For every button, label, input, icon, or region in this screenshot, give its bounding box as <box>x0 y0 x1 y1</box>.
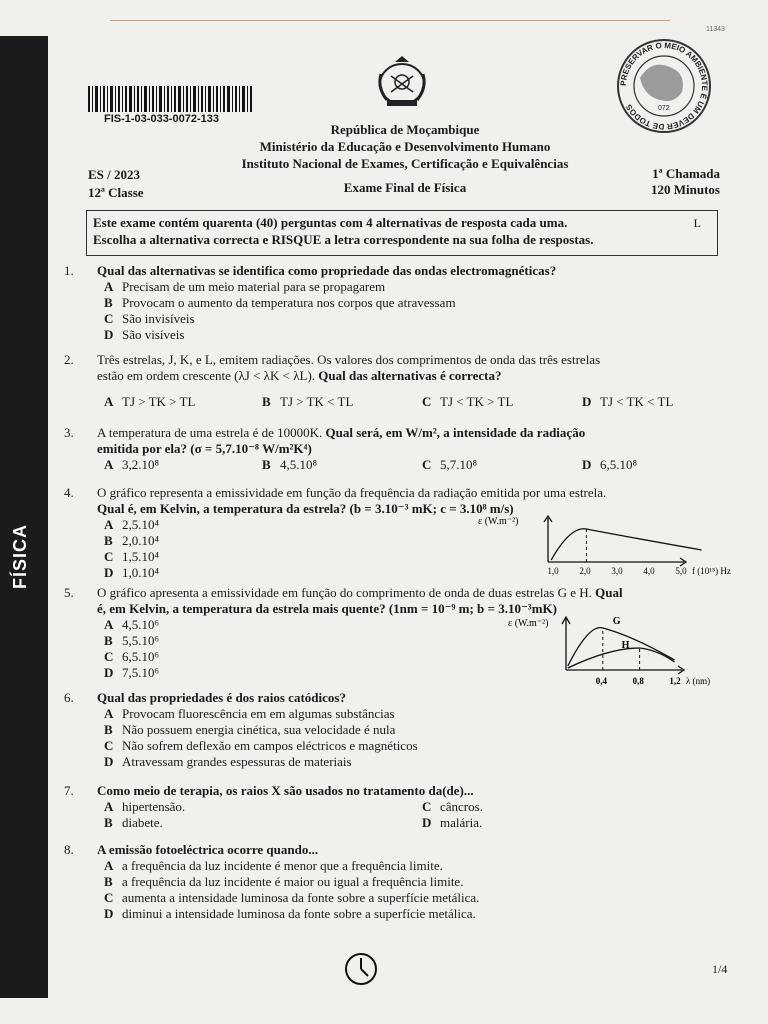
stamp-number: 072 <box>658 105 670 112</box>
chart1-tick-label: 4,0 <box>643 566 655 576</box>
question-number: 1. <box>64 263 74 278</box>
question-number: 5. <box>64 585 74 600</box>
page-number: 1/4 <box>712 962 728 976</box>
clock-icon <box>344 952 378 986</box>
question-1 <box>64 263 724 343</box>
option-b[interactable]: B 4,5.10⁸ <box>262 457 318 472</box>
option-a[interactable]: A TJ > TK > TL <box>104 394 196 409</box>
option-b[interactable]: B 5,5.10⁶ <box>104 633 160 648</box>
instructions-mark: L <box>693 216 701 230</box>
question-number: 7. <box>64 783 74 798</box>
option-d[interactable]: D 1,0.10⁴ <box>104 565 160 580</box>
option-a[interactable]: A Precisam de um meio material para se propagarem <box>104 279 386 294</box>
chart2-x-label: λ (nm) <box>686 676 711 686</box>
chart1-tick-label: 2,0 <box>579 566 591 576</box>
option-d[interactable]: D São visíveis <box>104 327 185 342</box>
question-7 <box>64 783 724 831</box>
exam-title: Exame Final de Física <box>343 180 467 195</box>
environment-stamp <box>616 38 712 134</box>
chart2-tick-label: 1,2 <box>669 676 681 686</box>
option-d[interactable]: D malária. <box>422 815 483 830</box>
option-b[interactable]: B Não possuem energia cinética, sua velocidade é nula <box>104 722 396 737</box>
header-institute: Instituto Nacional de Exames, Certificação e Equivalências <box>241 156 569 171</box>
question-6 <box>64 690 724 770</box>
option-b[interactable]: B diabete. <box>104 815 163 830</box>
instructions-line-2: Escolha a alternativa correcta e RISQUE a letra correspondente na sua folha de respostas. <box>93 232 594 247</box>
option-a[interactable]: A a frequência da luz incidente é menor que a frequência limite. <box>104 858 443 873</box>
question-text: A temperatura de uma estrela é de 10000K. Qual será, em W/m², a intensidade da radiação emitida por ela? (σ = 5,7.10⁻⁸ W/m²K⁴) <box>97 425 586 456</box>
option-b[interactable]: B a frequência da luz incidente é maior ou igual a frequência limite. <box>104 874 464 889</box>
question-number: 4. <box>64 485 74 500</box>
instructions-box <box>86 210 718 256</box>
barcode-code: FIS-1-03-033-0072-133 <box>104 113 219 125</box>
option-c[interactable]: C 6,5.10⁶ <box>104 649 160 664</box>
question-text: Como meio de terapia, os raios X são usados no tratamento da(de)... <box>97 783 474 798</box>
option-a[interactable]: A 4,5.10⁶ <box>104 617 160 632</box>
chart2-tick-label: 0,8 <box>632 676 644 686</box>
option-b[interactable]: B Provocam o aumento da temperatura nos corpos que atravessam <box>104 295 456 310</box>
chart1-y-label: ε (W.m⁻²) <box>478 516 519 527</box>
subject-sidebar <box>0 36 48 998</box>
option-c[interactable]: C Não sofrem deflexão em campos eléctricos e magnéticos <box>104 738 418 753</box>
chart2-y-label: ε (W.m⁻²) <box>508 618 549 629</box>
option-c[interactable]: C TJ < TK > TL <box>422 394 514 409</box>
exam-call: 1ª Chamada <box>652 166 720 181</box>
option-c[interactable]: C 5,7.10⁸ <box>422 457 478 472</box>
chart1-curve <box>551 529 701 560</box>
header-ministry: Ministério da Educação e Desenvolvimento Humano <box>259 139 551 154</box>
question-text: O gráfico representa a emissividade em função da frequência da radiação emitida por uma estrela. Qual é, em Kelvin, a temperatura da estrela? (b = 3.10⁻³ mK; c = 3.10⁸ m/s) <box>97 485 607 516</box>
question-text: O gráfico apresenta a emissividade em função do comprimento de onda de duas estrelas G e H. Qual é, em Kelvin, a temperatura da estrela mais quente? (1nm = 10⁻⁹ m; b = 3.10⁻³mK) <box>97 585 623 616</box>
question-number: 6. <box>64 690 74 705</box>
exam-duration: 120 Minutos <box>651 182 720 197</box>
question-2 <box>64 352 724 416</box>
option-d[interactable]: D 7,5.10⁶ <box>104 665 160 680</box>
chart1-tick-label: 5,0 <box>675 566 687 576</box>
question-text: A emissão fotoeléctrica ocorre quando... <box>97 842 319 857</box>
emissivity-wavelength-chart <box>500 612 724 690</box>
exam-grade: 12ª Classe <box>88 185 144 200</box>
option-d[interactable]: D diminui a intensidade luminosa da fonte sobre a superfície metálica. <box>104 906 476 921</box>
option-a[interactable]: A hipertensão. <box>104 799 186 814</box>
question-8 <box>64 842 724 922</box>
header-republic: República de Moçambique <box>330 122 480 137</box>
chart2-series-label-g: G <box>612 616 621 627</box>
chart2-tick-label: 0,4 <box>595 676 608 686</box>
question-text: Qual das propriedades é dos raios catódicos? <box>97 690 346 705</box>
national-emblem-icon <box>369 54 435 110</box>
option-a[interactable]: A 2,5.10⁴ <box>104 517 160 532</box>
question-number: 2. <box>64 352 74 367</box>
option-d[interactable]: D Atravessam grandes espessuras de materiais <box>104 754 352 769</box>
question-text: Qual das alternativas se identifica como propriedade das ondas electromagnéticas? <box>97 263 557 278</box>
option-c[interactable]: C aumenta a intensidade luminosa da fonte sobre a superfície metálica. <box>104 890 480 905</box>
chart1-x-label: f (10¹⁵) Hz <box>692 566 731 576</box>
question-number: 3. <box>64 425 74 440</box>
barcode <box>88 86 253 112</box>
option-b[interactable]: B TJ > TK < TL <box>262 394 354 409</box>
question-number: 8. <box>64 842 74 857</box>
exam-year: ES / 2023 <box>88 167 141 182</box>
top-rule <box>110 20 670 21</box>
option-c[interactable]: C câncros. <box>422 799 483 814</box>
question-text: Três estrelas, J, K, e L, emitem radiações. Os valores dos comprimentos de onda das três estrelas estão em ordem crescente (λJ < λK < λL). Qual das alternativas é correcta? <box>97 352 601 383</box>
corner-code: 11343 <box>706 26 725 33</box>
option-b[interactable]: B 2,0.10⁴ <box>104 533 160 548</box>
stamp-text: PRESERVAR O MEIO AMBIENTE É UM DEVER DE TODOS <box>618 40 710 132</box>
option-c[interactable]: C 1,5.10⁴ <box>104 549 160 564</box>
chart1-tick-label: 1,0 <box>547 566 559 576</box>
option-c[interactable]: C São invisíveis <box>104 311 195 326</box>
emissivity-frequency-chart <box>470 512 731 578</box>
option-a[interactable]: A 3,2.10⁸ <box>104 457 160 472</box>
instructions-line-1: Este exame contém quarenta (40) perguntas com 4 alternativas de resposta cada uma. <box>93 215 568 230</box>
option-a[interactable]: A Provocam fluorescência em em algumas substâncias <box>104 706 395 721</box>
subject-label: FÍSICA <box>10 523 30 589</box>
question-3 <box>64 425 724 477</box>
chart1-tick-label: 3,0 <box>611 566 623 576</box>
chart2-series-label-h: H <box>621 640 630 651</box>
option-d[interactable]: D TJ < TK < TL <box>582 394 674 409</box>
option-d[interactable]: D 6,5.10⁸ <box>582 457 638 472</box>
